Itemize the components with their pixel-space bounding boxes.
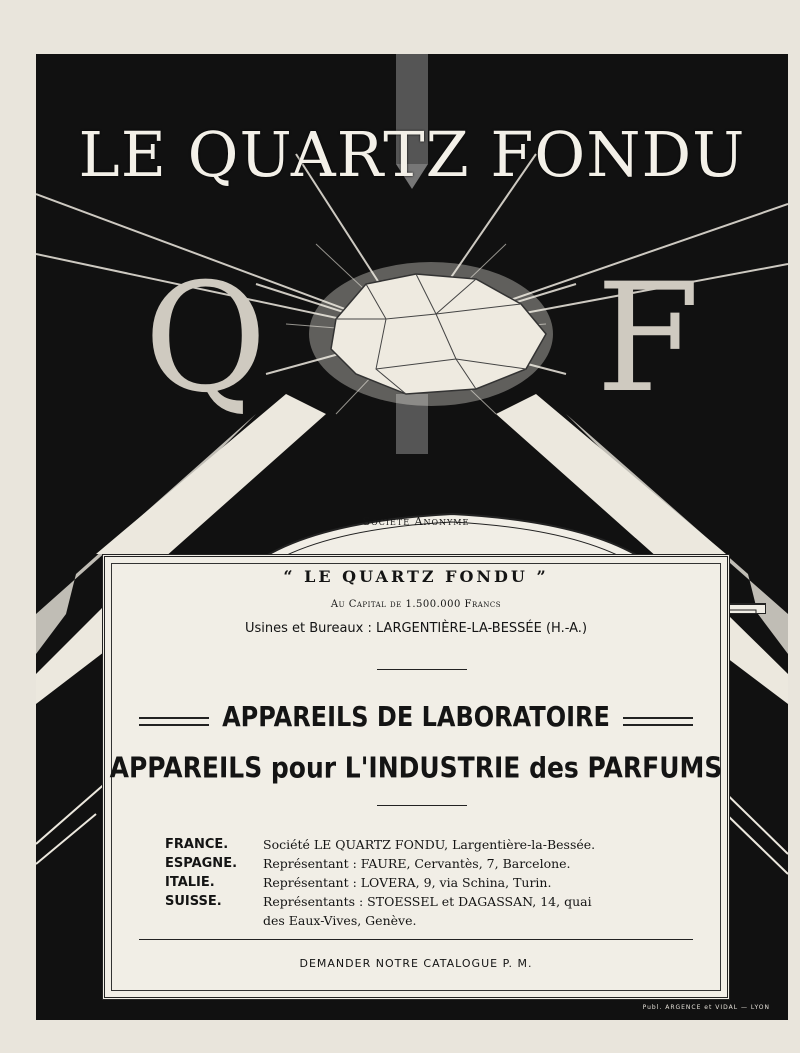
capital-line: Au Capital de 1.500.000 Francs (330, 599, 502, 610)
catalogue-request: DEMANDER NOTRE CATALOGUE P. M. (299, 957, 533, 970)
list-item (165, 911, 725, 930)
country-name: SUISSE. (165, 894, 222, 909)
list-item (165, 835, 725, 854)
country-detail: Représentants : STOESSEL et DAGASSAN, 14, quai (263, 894, 592, 909)
printer-credit: Publ. ARGENCE et VIDAL — LYON (642, 1004, 770, 1011)
double-rule-right (623, 717, 693, 726)
divider (139, 939, 693, 940)
list-item (165, 873, 725, 892)
country-detail: Société LE QUARTZ FONDU, Largentière-la-Bessée. (263, 837, 596, 852)
country-detail: Représentant : FAURE, Cervantès, 7, Barcelone. (263, 856, 571, 871)
works-address: Usines et Bureaux : LARGENTIÈRE-LA-BESSÉE (H.-A.) (244, 621, 588, 636)
list-item (165, 854, 725, 873)
divider (377, 669, 467, 670)
company-name: “ LE QUARTZ FONDU ” (283, 567, 549, 586)
country-name: ESPAGNE. (165, 856, 238, 871)
heading-perfume-industry: APPAREILS pour L'INDUSTRIE des PARFUMS (109, 750, 723, 785)
country-detail: des Eaux-Vives, Genève. (263, 913, 417, 928)
masthead-title: LE QUARTZ FONDU (78, 118, 746, 191)
monogram-q: Q (144, 252, 267, 426)
country-name: ITALIE. (165, 875, 215, 890)
monogram-f: F (596, 252, 701, 426)
list-item (165, 892, 725, 911)
country-detail: Représentant : LOVERA, 9, via Schina, Turin. (263, 875, 552, 890)
country-name (165, 911, 263, 930)
representatives-list (165, 835, 725, 930)
heading-laboratory: APPAREILS DE LABORATOIRE (222, 700, 610, 734)
societe-anonyme-label: Société Anonyme (362, 515, 470, 528)
country-name: FRANCE. (165, 837, 229, 852)
quartz-crystal-illustration (306, 259, 556, 409)
divider (377, 805, 467, 806)
info-panel (102, 554, 730, 1000)
